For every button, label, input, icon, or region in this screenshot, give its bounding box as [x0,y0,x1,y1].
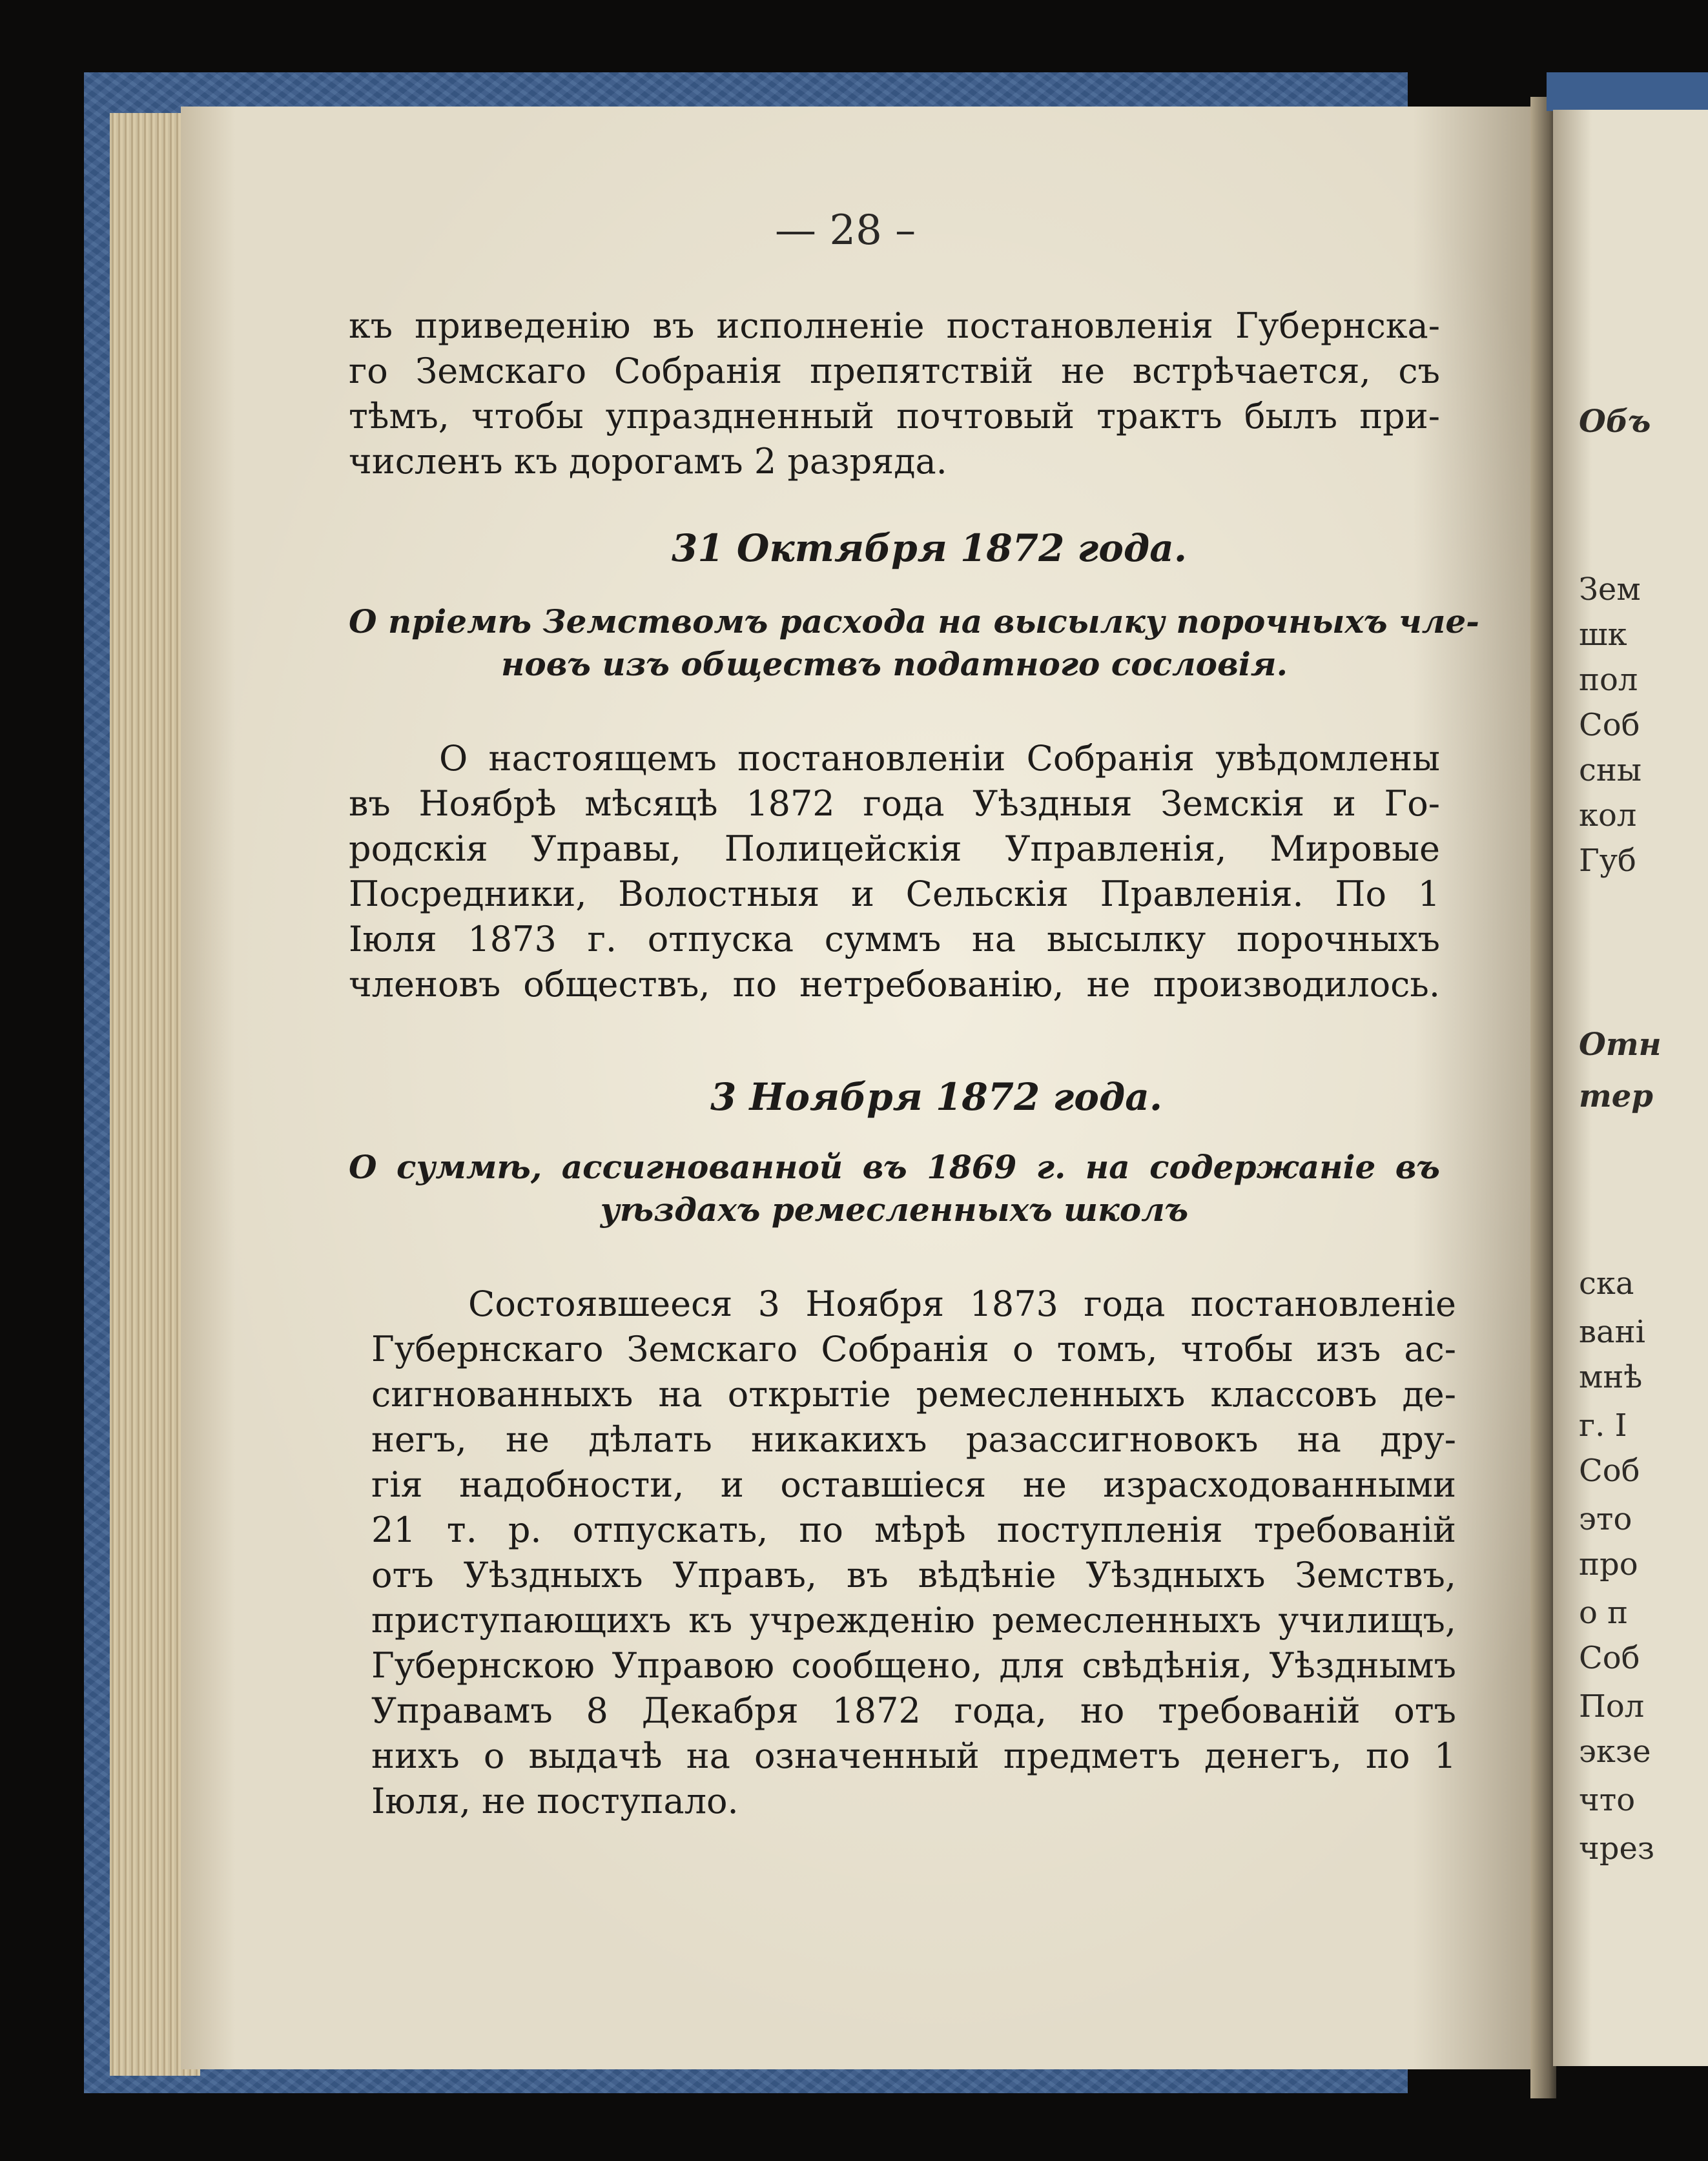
section-heading [349,1146,1440,1231]
right-page-fragment: Зем [1579,571,1641,608]
right-page-fragment: что [1579,1782,1636,1818]
text-line: го Земскаго Собранія препятствій не встрѣчается, съ [349,351,1440,391]
section-date: 3 Ноября 1872 года. [710,1075,1163,1119]
right-page-fragment: Губ [1579,843,1636,879]
text-line: Іюля 1873 г. отпуска суммъ на высылку порочныхъ [349,919,1440,959]
right-page-fragment: Соб [1579,707,1640,743]
text-line: приступающихъ къ учрежденію ремесленныхъ училищъ, [371,1600,1456,1641]
right-page-fragment: Объ [1579,404,1651,440]
text-line: гія надобности, и оставшіеся не израсходованными [371,1464,1456,1505]
text-line: Іюля, не поступало. [371,1781,739,1821]
text-line: Посредники, Волостныя и Сельскія Правленія. По 1 [349,874,1440,914]
right-page-fragment: экзе [1579,1734,1651,1770]
text-line: численъ къ дорогамъ 2 разряда. [349,441,947,482]
right-page [1553,110,1708,2066]
right-page-fragment: тер [1579,1078,1653,1114]
book-gutter [1530,97,1556,2098]
right-page-fragment: Соб [1579,1640,1640,1676]
right-page-fragment: чрез [1579,1830,1655,1867]
text-line: къ приведенію въ исполненіе постановленія Губернска- [349,305,1440,346]
text-line: Управамъ 8 Декабря 1872 года, но требованій отъ [371,1690,1456,1731]
section-heading [349,600,1479,686]
right-page-fragment: мнѣ [1579,1359,1643,1395]
section-body [371,1282,1456,1824]
right-page-fragment: Отн [1579,1027,1662,1063]
text-line: тѣмъ, чтобы упраздненный почтовый трактъ былъ при- [349,396,1440,436]
page-number: — 28 – [775,207,916,254]
right-page-fragment: ска [1579,1265,1634,1302]
book-cover-right [1547,72,1708,111]
heading-line: новъ изъ обществъ податного сословія. [500,645,1288,683]
right-page-fragment: шк [1579,617,1627,653]
text-line: Губернскою Управою сообщено, для свѣдѣнія, Уѣзднымъ [371,1645,1456,1686]
right-page-fragment: г. І [1579,1408,1627,1444]
heading-line: О суммѣ, ассигнованной въ 1869 г. на содержаніе въ [349,1148,1440,1186]
right-page-fragment: пол [1579,662,1638,698]
text-line: отъ Уѣздныхъ Управъ, въ вѣдѣніе Уѣздныхъ Земствъ, [371,1555,1456,1595]
right-page-fragment: сны [1579,752,1642,788]
right-page-fragment: про [1579,1546,1638,1582]
text-line: членовъ обществъ, по нетребованію, не производилось. [349,964,1440,1005]
text-line: сигнованныхъ на открытіе ремесленныхъ классовъ де- [371,1374,1456,1415]
text-line: въ Ноябрѣ мѣсяцѣ 1872 года Уѣздныя Земскія и Го- [349,783,1440,824]
paragraph-continuation [349,303,1440,484]
text-line: Состоявшееся 3 Ноября 1873 года постановленіе [468,1284,1456,1324]
text-line: родскія Управы, Полицейскія Управленія, Мировые [349,828,1440,869]
right-page-fragment: кол [1579,797,1637,834]
text-line: негъ, не дѣлать никакихъ разассигновокъ на дру- [371,1419,1456,1460]
right-page-fragment: о п [1579,1595,1629,1631]
heading-line: уѣздахъ ремесленныхъ школъ [600,1191,1189,1229]
right-page-fragment: это [1579,1501,1632,1537]
heading-line: О пріемѣ Земствомъ расхода на высылку порочныхъ чле- [349,602,1479,640]
text-line: Губернскаго Земскаго Собранія о томъ, чтобы изъ ас- [371,1329,1456,1369]
right-page-fragment: Пол [1579,1688,1645,1725]
text-line: нихъ о выдачѣ на означенный предметъ денегъ, по 1 [371,1736,1456,1776]
section-body [349,736,1440,1007]
text-line: 21 т. р. отпускать, по мѣрѣ поступленія требованій [371,1510,1456,1550]
section-date: 31 Октября 1872 года. [672,526,1188,570]
text-line: О настоящемъ постановленіи Собранія увѣдомлены [439,738,1440,779]
right-page-fragment: вані [1579,1314,1645,1350]
right-page-fragment: Соб [1579,1453,1640,1489]
